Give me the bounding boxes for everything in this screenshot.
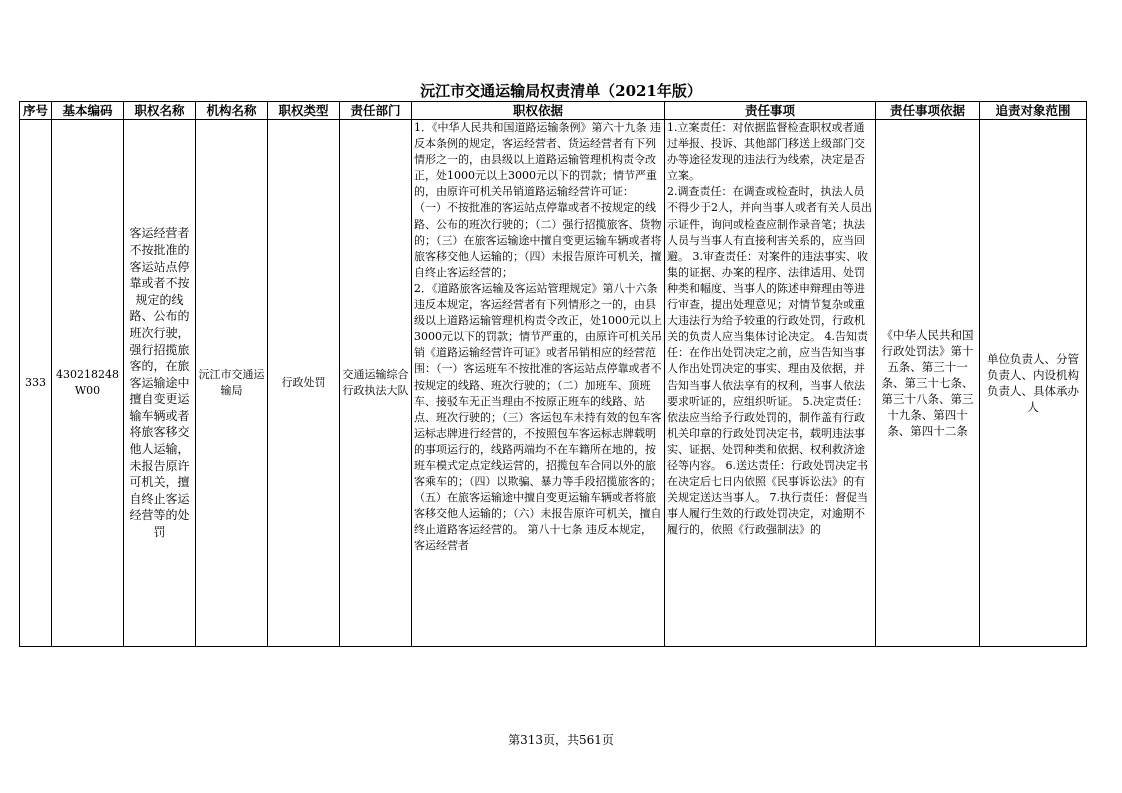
cell-item-basis: 《中华人民共和国行政处罚法》第十五条、第三十一条、第三十七条、第三十八条、第三十九条、第四十条、第四十二条 [876, 120, 980, 647]
header-dept: 责任部门 [340, 102, 412, 120]
cell-basis: 1．《中华人民共和国道路运输条例》第六十九条 违反本条例的规定，客运经营者、货运经营者有下列情形之一的，由县级以上道路运输管理机构责令改正，处1000元以上3000元以下的罚款；情节严重的，由原许可机关吊销道路运输经营许可证： （一）不按批准的客运站点停靠或者不按规定的线路、公布的班次行驶的；（二）强行招揽旅客、货物的；（三）在旅客运输途中擅自变更运输车辆或者将旅客移交他人运输的；（四）未报告原许可机关，擅自终止客运经营的； 2．《道路旅客运输及客运站管理规定》第八十六条 违反本规定，客运经营者有下列情形之一的，由县级以上道路运输管理机构责令改正，处1000元以上3000元以下的罚款；情节严重的，由原许可机关吊销《道路运输经营许可证》或者吊销相应的经营范围：（一）客运班车不按批准的客运站点停靠或者不按规定的线路、班次行驶的；（二）加班车、顶班车、接驳车无正当理由不按原正班车的线路、站点、班次行驶的；（三）客运包车未持有效的包车客运标志牌进行经营的，不按照包车客运标志牌载明的事项运行的，线路两端均不在车籍所在地的，按班车模式定点定线运营的，招揽包车合同以外的旅客乘车的；（四）以欺骗、暴力等手段招揽旅客的；（五）在旅客运输途中擅自变更运输车辆或者将旅客移交他人运输的；（六）未报告原许可机关，擅自终止道路客运经营的。 第八十七条 违反本规定，客运经营者 [412, 120, 665, 647]
table-row [20, 120, 1087, 647]
table-header-row [20, 102, 1087, 120]
header-code: 基本编码 [52, 102, 124, 120]
header-org: 机构名称 [196, 102, 268, 120]
responsibility-table [19, 101, 1087, 647]
cell-power-name: 客运经营者不按批准的客运站点停靠或者不按规定的线路、公布的班次行驶，强行招揽旅客的，在旅客运输途中擅自变更运输车辆或者将旅客移交他人运输，未报告原许可机关，擅自终止客运经营等的处罚 [124, 120, 196, 647]
header-scope: 追责对象范围 [980, 102, 1087, 120]
header-basis: 职权依据 [412, 102, 665, 120]
cell-seq: 333 [20, 120, 52, 647]
cell-dept: 交通运输综合行政执法大队 [340, 120, 412, 647]
cell-org: 沅江市交通运输局 [196, 120, 268, 647]
cell-power-type: 行政处罚 [268, 120, 340, 647]
header-item-basis: 责任事项依据 [876, 102, 980, 120]
document-title: 沅江市交通运输局权责清单（2021年版） [420, 82, 702, 100]
header-power-type: 职权类型 [268, 102, 340, 120]
cell-scope: 单位负责人、分管负责人、内设机构负责人、具体承办人 [980, 120, 1087, 647]
page-footer: 第313页，共561页 [508, 733, 614, 747]
cell-code: 430218248W00 [52, 120, 124, 647]
header-seq: 序号 [20, 102, 52, 120]
cell-items: 1.立案责任：对依据监督检查职权或者通过举报、投诉、其他部门移送上级部门交办等途径发现的违法行为线索，决定是否立案。 2.调查责任：在调查或检查时，执法人员不得少于2人，并向当事人或者有关人员出示证件，询问或检查应制作录音笔；执法人员与当事人有直接利害关系的，应当回避。 3.审查责任：对案件的违法事实、收集的证据、办案的程序、法律适用、处罚种类和幅度、当事人的陈述申辩理由等进行审查，提出处理意见；对情节复杂或重大违法行为给予较重的行政处罚，行政机关的负责人应当集体讨论决定。 4.告知责任：在作出处罚决定之前，应当告知当事人作出处罚决定的事实、理由及依据，并告知当事人依法享有的权利，当事人依法要求听证的，应组织听证。 5.决定责任：依法应当给予行政处罚的，制作盖有行政机关印章的行政处罚决定书，载明违法事实、证据、处罚种类和依据、权利救济途径等内容。 6.送达责任：行政处罚决定书在决定后七日内依照《民事诉讼法》的有关规定送达当事人。 7.执行责任：督促当事人履行生效的行政处罚决定，对逾期不履行的，依照《行政强制法》的 [665, 120, 876, 647]
header-items: 责任事项 [665, 102, 876, 120]
header-power-name: 职权名称 [124, 102, 196, 120]
